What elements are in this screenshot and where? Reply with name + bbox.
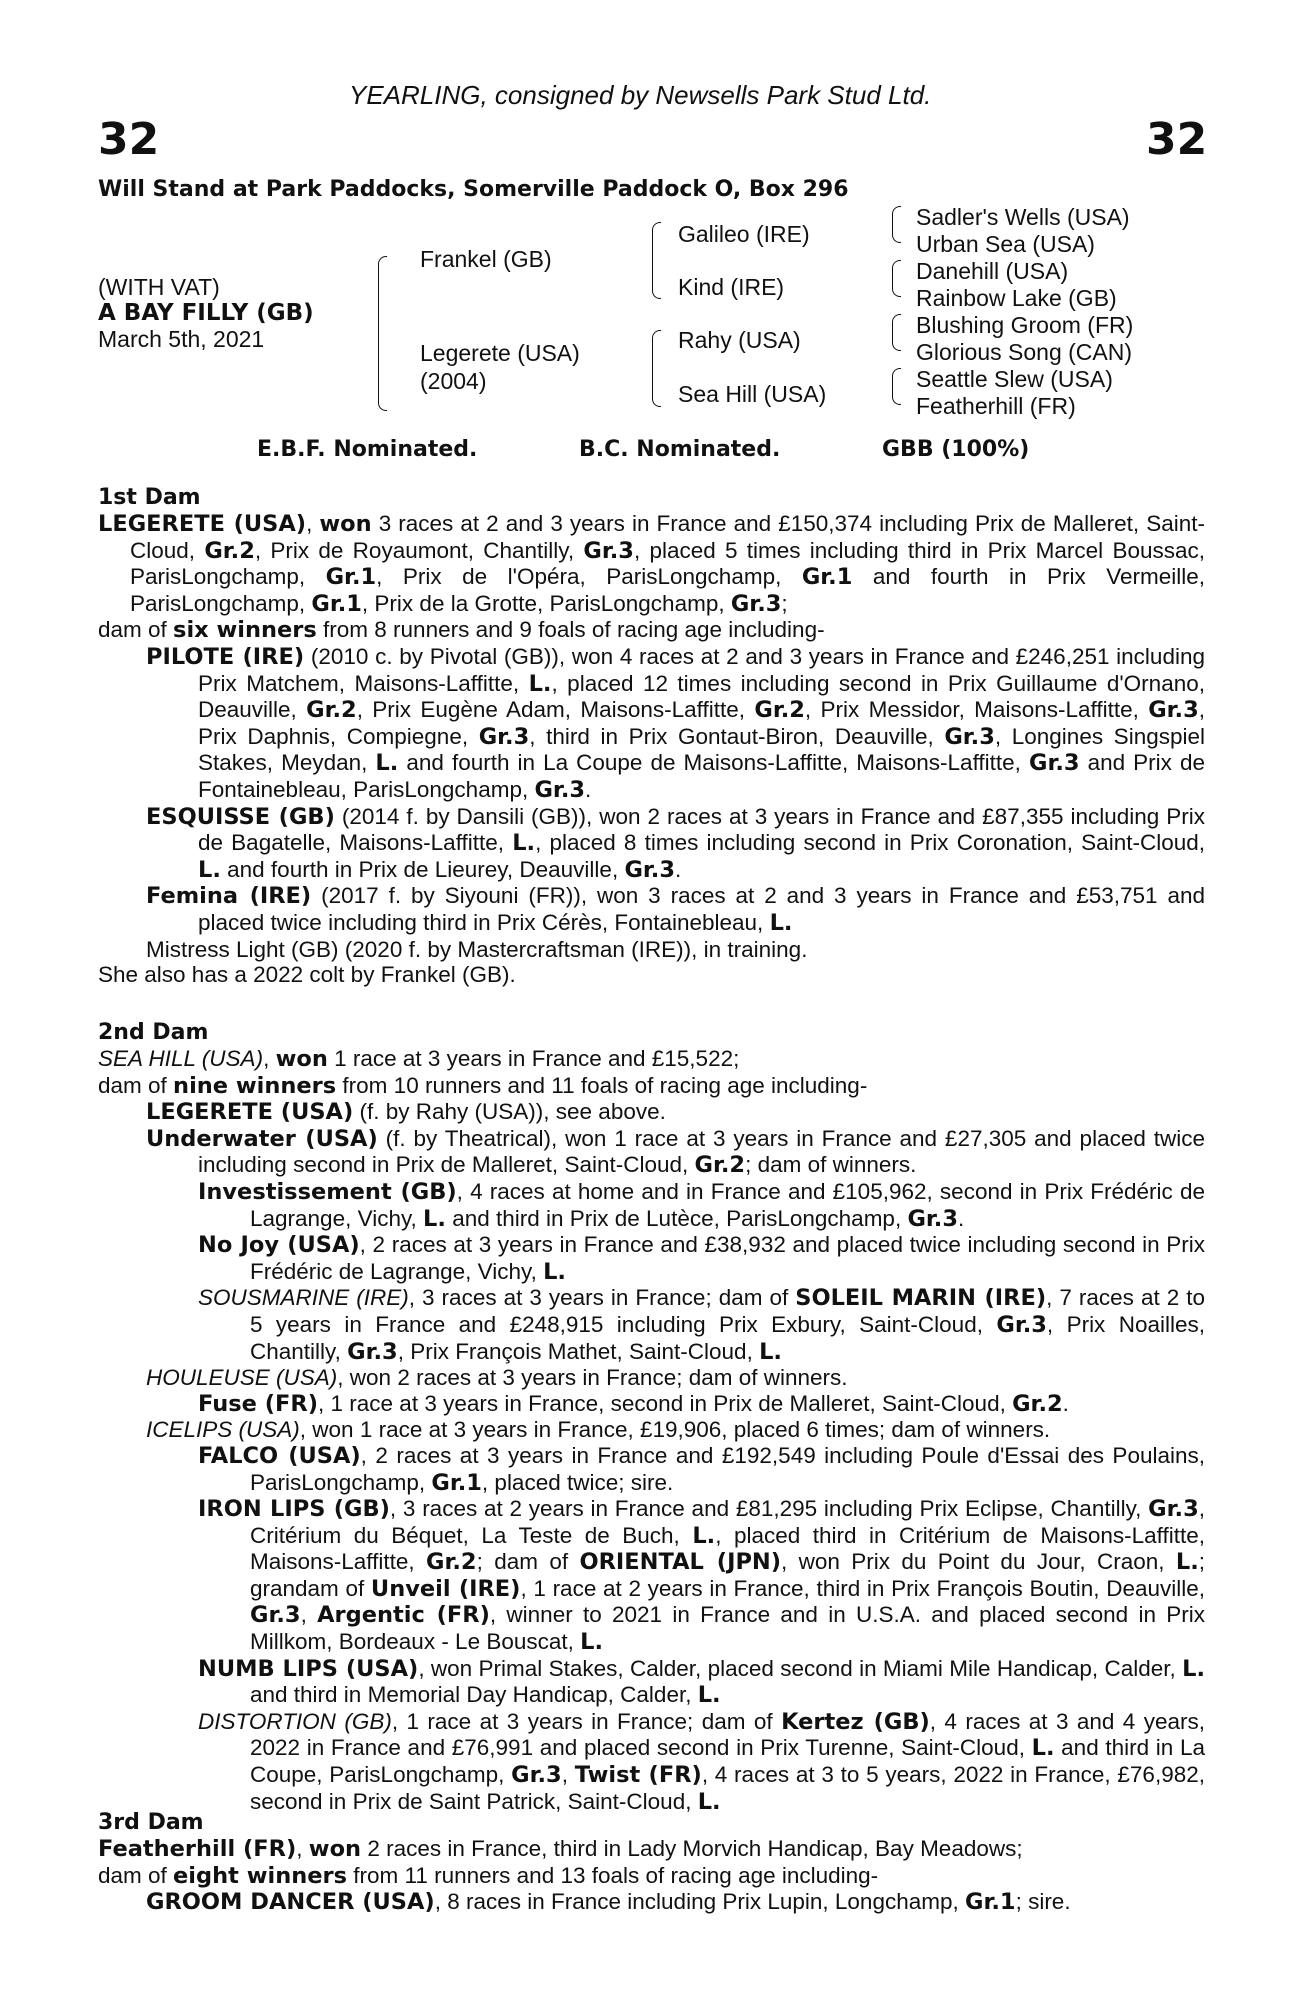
first-dam-text: LEGERETE (USA), won 3 races at 2 and 3 years in France and £150,374 including Prix de Malleret, Saint-Cloud, Gr.2, Prix de Royaumont, Chantilly, Gr.3, placed 5 times including third in Prix Marcel Boussac, ParisLongchamp, Gr.1, Prix de l'Opéra, ParisLongchamp, Gr.1 and fourth in Prix Vermeille, ParisLongchamp, Gr.1, Prix de la Grotte, ParisLongchamp, Gr.3; dam of six winners from 8 runners and 9 foals of racing age including- PILOTE (IRE) (2010 c. by Pivotal (GB)), won 4 races at 2 and 3 years in France and £246,251 including Prix Matchem, Maisons-Laffitte, L., placed 12 times including second in Prix Guillaume d'Ornano, Deauville, Gr.2, Prix Eugène Adam, Maisons-Laffitte, Gr.2, Prix Messidor, Maisons-Laffitte, Gr.3, Prix Daphnis, Compiegne, Gr.3, third in Prix Gontaut-Biron, Deauville, Gr.3, Longines Singspiel Stakes, Meydan, L. and fourth in La Coupe de Maisons-Laffitte, Maisons-Laffitte, Gr.3 and Prix de Fontainebleau, ParisLongchamp, Gr.3. ESQUISSE (GB) (2014 f. by Dansili (GB)), won 2 races at 3 years in France and £87,355 including Prix de Bagatelle, Maisons-Laffitte, L., placed 8 times including second in Prix Coronation, Saint-Cloud, L. and fourth in Prix de Lieurey, Deauville, Gr.3. Femina (IRE) (2017 f. by Siyouni (FR)), won 3 races at 2 and 3 years in France and £53,751 and placed twice including third in Prix Cérès, Fontainebleau, L. Mistress Light (GB) (2020 f. by Mastercraftsman (IRE)), in training. She also has a 2022 colt by Frankel (GB). <box>98 511 1206 988</box>
gg-brace-4b <box>892 386 901 405</box>
second-dam-heading: 2nd Dam <box>98 1020 209 1045</box>
sire-name: Frankel (GB) <box>420 246 552 272</box>
gg-brace-1b <box>892 224 901 243</box>
ebf-nomination: E.B.F. Nominated. <box>257 437 478 462</box>
vat-label: (WITH VAT) <box>98 274 220 300</box>
sire-sire-name: Galileo (IRE) <box>678 221 810 247</box>
dam-year: (2004) <box>420 368 487 394</box>
gg-brace-4 <box>892 368 901 387</box>
bc-nomination: B.C. Nominated. <box>579 437 781 462</box>
gg-brace-3 <box>892 314 901 333</box>
pedigree-brace-sire-bottom <box>652 258 661 299</box>
gg-2: Urban Sea (USA) <box>916 231 1095 257</box>
gg-1: Sadler's Wells (USA) <box>916 204 1130 230</box>
gg-7: Seattle Slew (USA) <box>916 366 1113 392</box>
gg-4: Rainbow Lake (GB) <box>916 285 1117 311</box>
pedigree-brace-main-bottom <box>378 326 387 411</box>
second-dam-text: SEA HILL (USA), won 1 race at 3 years in France and £15,522; dam of nine winners from 10 runners and 11 foals of racing age including- LEGERETE (USA) (f. by Rahy (USA)), see above. Underwater (USA) (f. by Theatrical), won 1 race at 3 years in France and £27,305 and placed twice including second in Prix de Malleret, Saint-Cloud, Gr.2; dam of winners. Investissement (GB), 4 races at home and in France and £105,962, second in Prix Frédéric de Lagrange, Vichy, L. and third in Prix de Lutèce, ParisLongchamp, Gr.3. No Joy (USA), 2 races at 3 years in France and £38,932 and placed twice including second in Prix Frédéric de Lagrange, Vichy, L. SOUSMARINE (IRE), 3 races at 3 years in France; dam of SOLEIL MARIN (IRE), 7 races at 2 to 5 years in France and £248,915 including Prix Exbury, Saint-Cloud, Gr.3, Prix Noailles, Chantilly, Gr.3, Prix François Mathet, Saint-Cloud, L. HOULEUSE (USA), won 2 races at 3 years in France; dam of winners. Fuse (FR), 1 race at 3 years in France, second in Prix de Malleret, Saint-Cloud, Gr.2. ICELIPS (USA), won 1 race at 3 years in France, £19,906, placed 6 times; dam of winners. FALCO (USA), 2 races at 3 years in France and £192,549 including Poule d'Essai des Poulains, ParisLongchamp, Gr.1, placed twice; sire. IRON LIPS (GB), 3 races at 2 years in France and £81,295 including Prix Eclipse, Chantilly, Gr.3, Critérium du Béquet, La Teste de Buch, L., placed third in Critérium de Maisons-Laffitte, Maisons-Laffitte, Gr.2; dam of ORIENTAL (JPN), won Prix du Point du Jour, Craon, L.; grandam of Unveil (IRE), 1 race at 2 years in France, third in Prix François Boutin, Deauville, Gr.3, Argentic (FR), winner to 2021 in France and in U.S.A. and placed second in Prix Millkom, Bordeaux - Le Bouscat, L. NUMB LIPS (USA), won Primal Stakes, Calder, placed second in Miami Mile Handicap, Calder, L. and third in Memorial Day Handicap, Calder, L. DISTORTION (GB), 1 race at 3 years in France; dam of Kertez (GB), 4 races at 3 and 4 years, 2022 in France and £76,991 and placed second in Prix Turenne, Saint-Cloud, L. and third in La Coupe, ParisLongchamp, Gr.3, Twist (FR), 4 races at 3 to 5 years, 2022 in France, £76,982, second in Prix de Saint Patrick, Saint-Cloud, L. <box>98 1046 1206 1815</box>
gg-brace-2b <box>892 278 901 297</box>
pedigree-brace-dam-bottom <box>652 366 661 407</box>
gg-3: Danehill (USA) <box>916 258 1069 284</box>
third-dam-heading: 3rd Dam <box>98 1810 204 1835</box>
lot-number-right: 32 <box>1146 114 1208 165</box>
pedigree-brace-sire-top <box>652 222 661 259</box>
horse-dob: March 5th, 2021 <box>98 326 265 352</box>
gg-6: Glorious Song (CAN) <box>916 339 1133 365</box>
gg-brace-1 <box>892 206 901 225</box>
pedigree-brace-main-top <box>378 256 387 327</box>
dam-dam-name: Sea Hill (USA) <box>678 381 827 407</box>
third-dam-text: Featherhill (FR), won 2 races in France, third in Lady Morvich Handicap, Bay Meadows; dam of eight winners from 11 runners and 13 foals of racing age including- GROOM DANCER (USA), 8 races in France including Prix Lupin, Longchamp, Gr.1; sire. <box>98 1836 1071 1916</box>
pedigree-brace-dam-top <box>652 330 661 367</box>
gg-brace-2 <box>892 260 901 279</box>
consignor-line: YEARLING, consigned by Newsells Park Stud Ltd. <box>349 80 932 110</box>
gg-8: Featherhill (FR) <box>916 393 1076 419</box>
gg-brace-3b <box>892 332 901 351</box>
sire-dam-name: Kind (IRE) <box>678 274 785 300</box>
gg-5: Blushing Groom (FR) <box>916 312 1134 338</box>
horse-name: A BAY FILLY (GB) <box>98 300 314 326</box>
lot-number-left: 32 <box>98 114 160 165</box>
gbb-rating: GBB (100%) <box>882 437 1030 462</box>
stand-location: Will Stand at Park Paddocks, Somerville Paddock O, Box 296 <box>98 177 849 202</box>
first-dam-heading: 1st Dam <box>98 485 201 510</box>
dam-sire-name: Rahy (USA) <box>678 327 801 353</box>
dam-name: Legerete (USA) <box>420 340 580 366</box>
